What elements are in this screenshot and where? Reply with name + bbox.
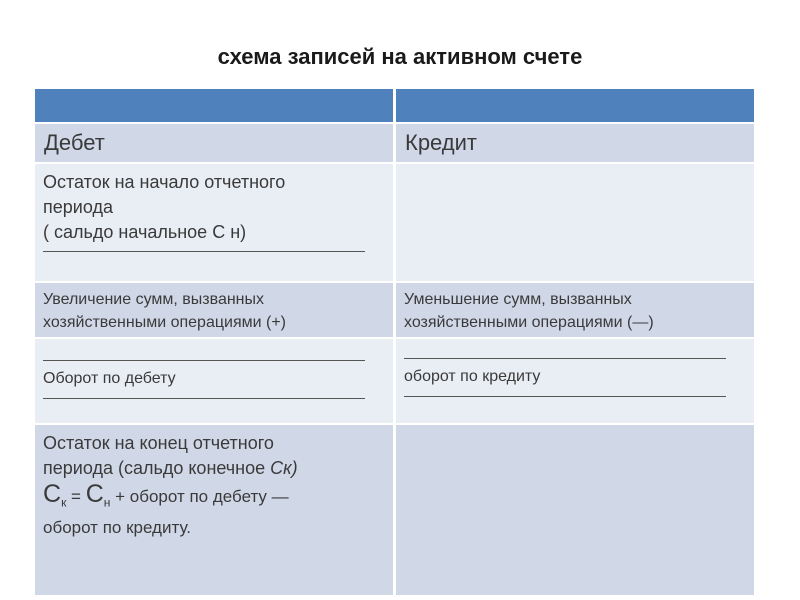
- debit-turnover-label: Оборот по дебету: [43, 370, 176, 387]
- increase-cell: [35, 283, 393, 337]
- divider-line: [43, 360, 365, 361]
- opening-balance-line1: Остаток на начало отчетного: [43, 172, 286, 192]
- closing-balance-credit-empty: [396, 425, 754, 595]
- increase-line2: хозяйственными операциями (+): [43, 314, 286, 331]
- closing-balance-formula-line2: оборот по кредиту.: [43, 518, 191, 538]
- formula-sub1: к: [61, 495, 67, 510]
- decrease-line1: Уменьшение сумм, вызванных: [404, 291, 632, 308]
- divider-line: [43, 251, 365, 252]
- debit-column-label: Дебет: [35, 124, 393, 162]
- divider-line: [43, 398, 365, 399]
- formula-c2: С: [85, 480, 104, 508]
- closing-balance-ck: Ск): [270, 458, 298, 478]
- formula-eq: =: [66, 487, 86, 506]
- credit-column-label: Кредит: [396, 124, 754, 162]
- closing-balance-text: периода (сальдо конечное: [43, 458, 271, 478]
- opening-balance-credit-empty: [396, 164, 754, 281]
- closing-balance-cell: [35, 425, 393, 595]
- closing-balance-formula: [43, 481, 385, 515]
- account-table: [35, 89, 754, 595]
- opening-balance-line3: ( сальдо начальное С н): [43, 222, 247, 242]
- formula-c1: С: [43, 480, 62, 508]
- debit-turnover-cell: [35, 339, 393, 423]
- credit-turnover-cell: [396, 339, 754, 423]
- decrease-cell: [396, 283, 754, 337]
- credit-turnover-label: оборот по кредиту: [404, 368, 541, 385]
- table-header-right: [396, 89, 754, 122]
- formula-rest: + оборот по дебету —: [110, 487, 289, 506]
- formula-sub2: н: [103, 495, 111, 510]
- closing-balance-line1: Остаток на конец отчетного: [43, 433, 274, 453]
- table-header-left: [35, 89, 393, 122]
- divider-line: [404, 396, 726, 397]
- closing-balance-line2: [43, 456, 385, 481]
- slide-title: схема записей на активном счете: [217, 44, 583, 69]
- increase-line1: Увеличение сумм, вызванных: [43, 291, 265, 308]
- decrease-line2: хозяйственными операциями (—): [404, 314, 654, 331]
- divider-line: [404, 358, 726, 359]
- opening-balance-line2: периода: [43, 197, 113, 217]
- opening-balance-cell: [35, 164, 393, 281]
